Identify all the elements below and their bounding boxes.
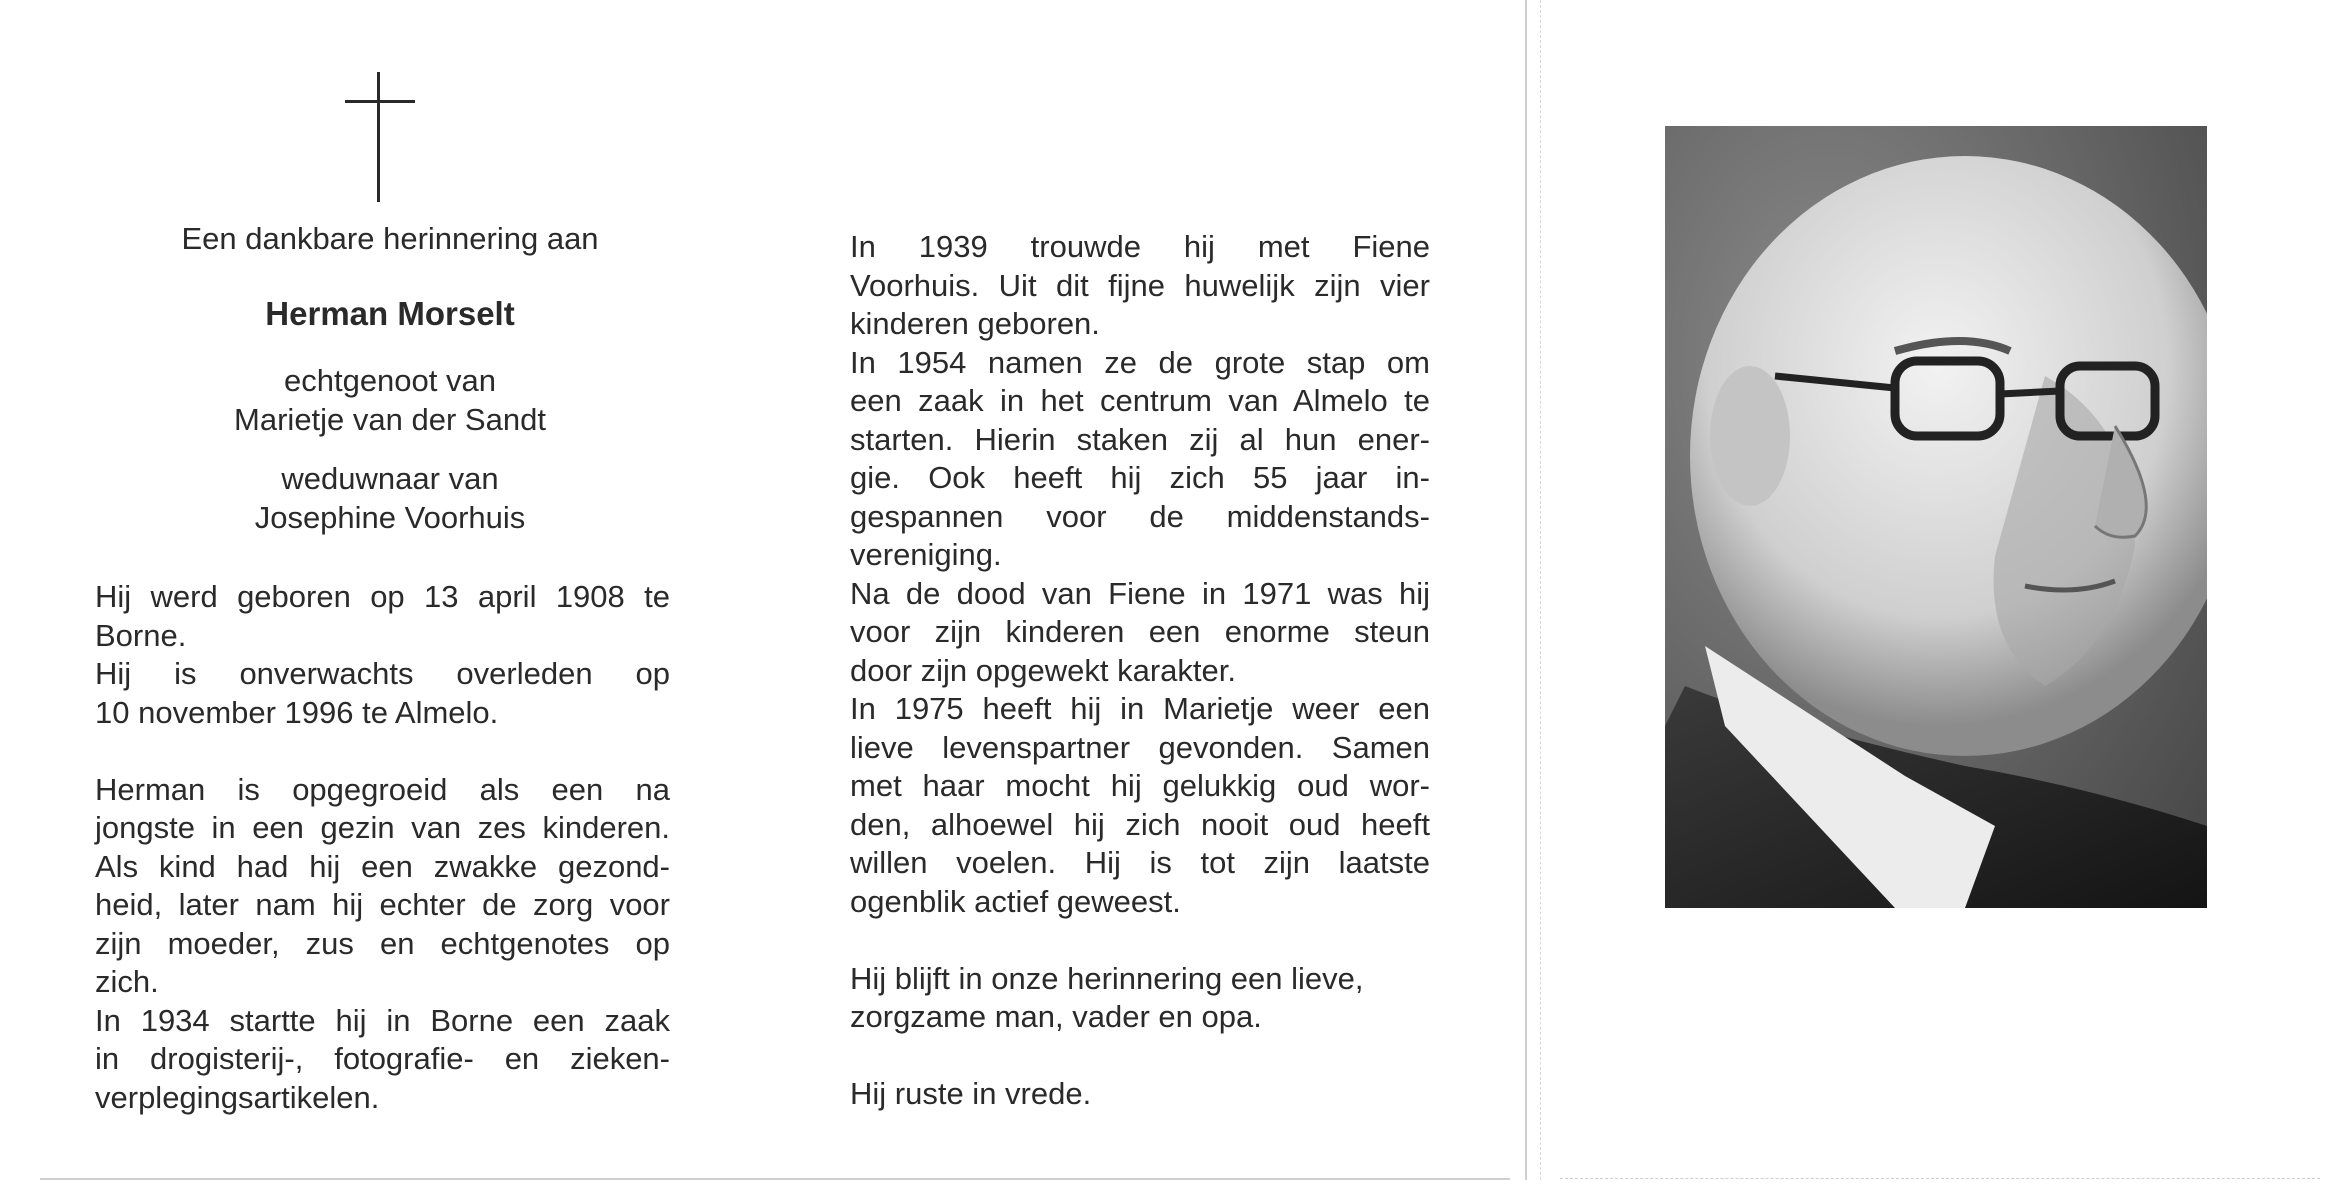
bio-line: verplegingsartikelen. (95, 1079, 380, 1115)
bio-line: door zijn opgewekt karakter. (850, 652, 1236, 688)
deceased-name: Herman Morselt (265, 295, 515, 332)
spouse-block (130, 362, 650, 439)
bio-line: starten. Hierin staken zij al hun ener- (850, 421, 1430, 457)
biography-middle-column (850, 228, 1430, 1114)
card-bottom-edge (40, 1178, 1510, 1180)
portrait-photo (1665, 126, 2207, 908)
bio-line: kinderen geboren. (850, 306, 1100, 341)
bio-line: zich. (95, 964, 159, 999)
widower-name: Josephine Voorhuis (254, 499, 526, 535)
bio-spacer (850, 921, 1430, 960)
bio-line: zijn moeder, zus en echtgenotes op (95, 925, 670, 961)
bio-line: In 1954 namen ze de grote stap om (850, 344, 1430, 380)
closing-line: Hij ruste in vrede. (850, 1076, 1092, 1111)
portrait-illustration (1665, 126, 2207, 908)
bio-line: voor zijn kinderen een enorme steun (850, 614, 1430, 649)
bio-line: Als kind had hij een zwakke gezond- (95, 848, 670, 884)
bio-line: den, alhoewel hij zich nooit oud heeft (850, 806, 1430, 842)
intro-text: Een dankbare herinnering aan (181, 221, 599, 256)
bio-line: zorgzame man, vader en opa. (850, 999, 1262, 1034)
widower-block (130, 460, 650, 537)
spouse-name: Marietje van der Sandt (234, 401, 546, 437)
bio-line: willen voelen. Hij is tot zijn laatste (850, 845, 1430, 880)
bio-line: gespannen voor de middenstands- (850, 498, 1430, 534)
bio-line: Herman is opgegroeid als een na (95, 771, 670, 807)
bio-line: Hij blijft in onze herinnering een lieve, (850, 960, 1364, 996)
bio-line: Borne. (95, 617, 187, 653)
bio-line: Hij werd geboren op 13 april 1908 te (95, 579, 670, 614)
bio-line: 10 november 1996 te Almelo. (95, 694, 499, 730)
bio-spacer (850, 1037, 1430, 1076)
bio-line: In 1975 heeft hij in Marietje weer een (850, 691, 1430, 726)
bio-line: gie. Ook heeft hij zich 55 jaar in- (850, 460, 1430, 495)
bio-spacer (95, 732, 670, 771)
bio-line: met haar mocht hij gelukkig oud wor- (850, 768, 1430, 803)
bio-line: lieve levenspartner gevonden. Samen (850, 729, 1430, 765)
bio-line: ogenblik actief geweest. (850, 883, 1181, 919)
bio-line: in drogisterij-, fotografie- en zieken- (95, 1041, 670, 1076)
spouse-label: echtgenoot van (283, 363, 496, 398)
bio-line: vereniging. (850, 537, 1002, 572)
bio-line: heid, later nam hij echter de zorg voor (95, 887, 670, 922)
bio-line: jongste in een gezin van zes kinderen. (95, 810, 670, 845)
bio-line: een zaak in het centrum van Almelo te (850, 383, 1430, 418)
bio-line: Na de dood van Fiene in 1971 was hij (850, 575, 1430, 611)
widower-label: weduwnaar van (281, 461, 499, 496)
cross-icon (345, 72, 415, 202)
bio-line: Hij is onverwachts overleden op (95, 656, 670, 691)
card-bottom-edge-right (1560, 1178, 2320, 1179)
bio-line: Voorhuis. Uit dit fijne huwelijk zijn vier (850, 267, 1430, 303)
bio-line: In 1939 trouwde hij met Fiene (850, 229, 1430, 264)
bio-line: In 1934 startte hij in Borne een zaak (95, 1002, 670, 1038)
biography-left-column (95, 578, 670, 1117)
